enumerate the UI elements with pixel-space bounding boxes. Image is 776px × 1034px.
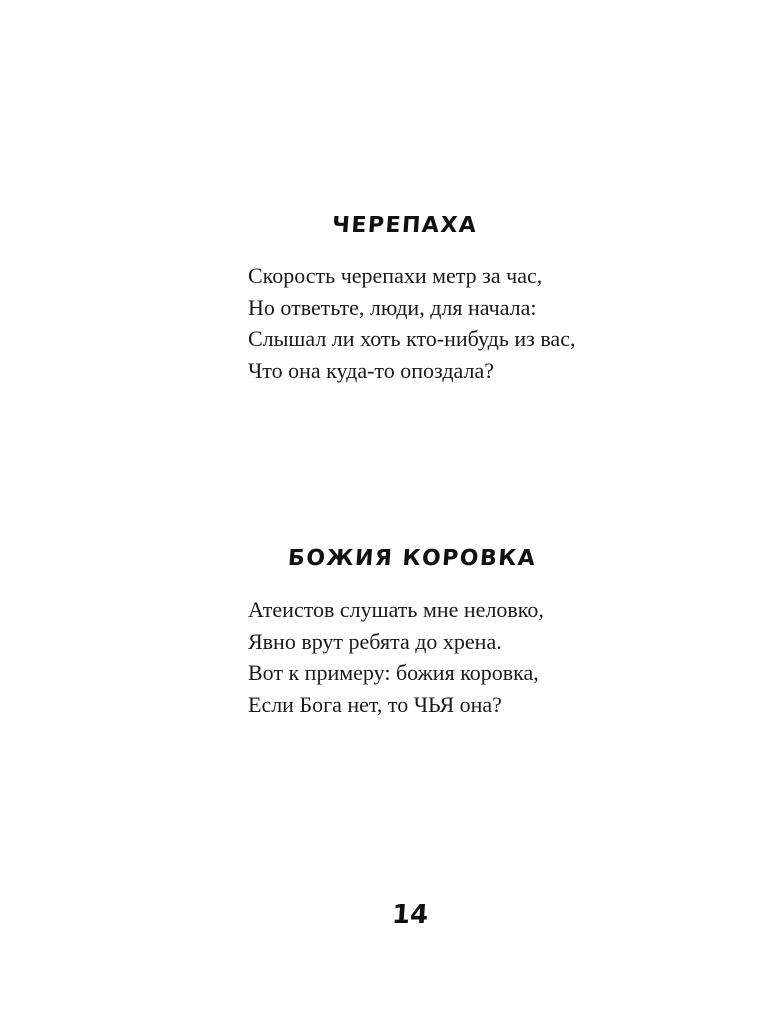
poem-title: БОЖИЯ КОРОВКА <box>287 546 538 571</box>
poem-line: Если Бога нет, то ЧЬЯ она? <box>248 691 502 717</box>
poem-line: Явно врут ребята до хрена. <box>248 628 502 654</box>
poem-title: ЧЕРЕПАХА <box>331 213 479 238</box>
poem-stanza <box>248 260 575 386</box>
poem-line: Вот к примеру: божия коровка, <box>248 660 539 685</box>
poem-line: Скорость черепахи метр за час, <box>248 263 543 288</box>
poem-line: Слышал ли хоть кто-нибудь из вас, <box>248 326 576 351</box>
poem-line: Что она куда-то опоздала? <box>248 357 494 383</box>
page-number: 14 <box>390 900 430 930</box>
poem-stanza <box>248 594 544 720</box>
poem-line: Но ответьте, люди, для начала: <box>248 294 537 320</box>
poem-line: Атеистов слушать мне неловко, <box>248 597 544 622</box>
